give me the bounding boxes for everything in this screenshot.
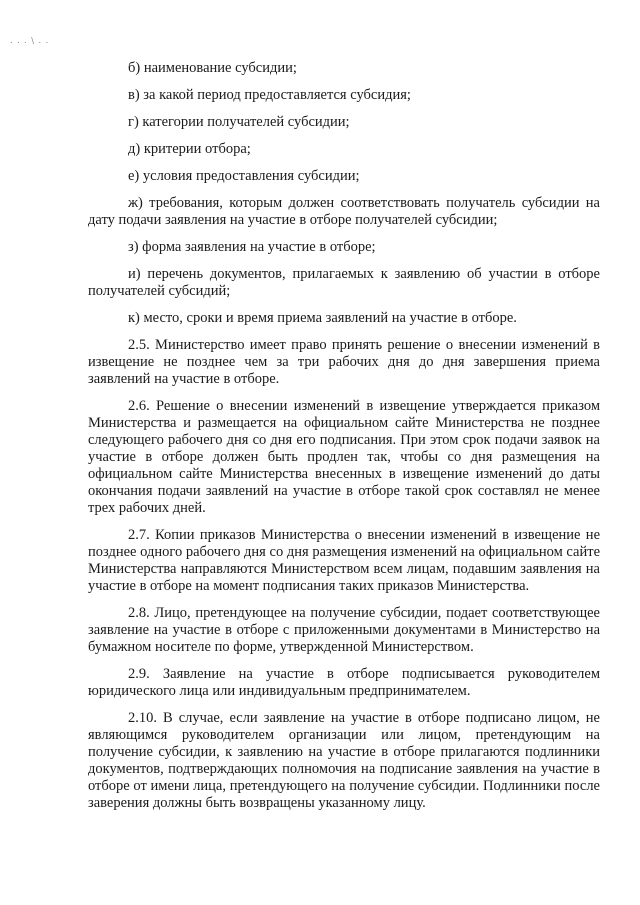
document-body	[88, 60, 600, 822]
list-item-b: б) наименование субсидии;	[128, 60, 297, 76]
scan-artifact-marks: . . . \ . .	[10, 36, 50, 45]
paragraph-2-6: 2.6. Решение о внесении изменений в извещение утверждается приказом Министерства и размещается на официальном сайте Министерства не позднее следующего рабочего дня со дня его подписания. При этом срок подачи заявок на участие в отборе должен быть продлен так, чтобы со дня размещения на официальном сайте Министерства внесенных в извещение изменений до даты окончания подачи заявлений на участие в отборе такой срок составлял не менее трех рабочих дней.	[88, 398, 600, 516]
list-item-k: к) место, сроки и время приема заявлений на участие в отборе.	[128, 310, 517, 326]
list-item-v: в) за какой период предоставляется субсидия;	[128, 87, 411, 103]
paragraph-2-7: 2.7. Копии приказов Министерства о внесении изменений в извещение не позднее одного рабочего дня со дня размещения изменений на официальном сайте Министерства направляются Министерством всем лицам, подавшим заявления на участие в отборе на момент подписания таких приказов Министерства.	[88, 527, 600, 594]
paragraph-2-10: 2.10. В случае, если заявление на участие в отборе подписано лицом, не являющимся руководителем организации или лицом, претендующим на получение субсидии, к заявлению на участие в отборе прилагаются подлинники документов, подтверждающих полномочия на подписание заявления на участие в отборе от имени лица, претендующего на получение субсидии. Подлинники после заверения должны быть возвращены указанному лицу.	[88, 710, 600, 811]
paragraph-2-5: 2.5. Министерство имеет право принять решение о внесении изменений в извещение не позднее чем за три рабочих дня до дня завершения приема заявлений на участие в отборе.	[88, 337, 600, 387]
paragraph-2-9: 2.9. Заявление на участие в отборе подписывается руководителем юридического лица или индивидуальным предпринимателем.	[88, 666, 600, 699]
list-item-g: г) категории получателей субсидии;	[128, 114, 350, 130]
paragraph-2-8: 2.8. Лицо, претендующее на получение субсидии, подает соответствующее заявление на участие в отборе с приложенными документами в Министерство на бумажном носителе по форме, утвержденной Министерством.	[88, 605, 600, 655]
list-item-zh: ж) требования, которым должен соответствовать получатель субсидии на дату подачи заявления на участие в отборе получателей субсидии;	[88, 195, 600, 228]
list-item-e: е) условия предоставления субсидии;	[128, 168, 360, 184]
list-item-i: и) перечень документов, прилагаемых к заявлению об участии в отборе получателей субсидий;	[88, 266, 600, 299]
list-item-z: з) форма заявления на участие в отборе;	[128, 239, 376, 255]
list-item-d: д) критерии отбора;	[128, 141, 251, 157]
